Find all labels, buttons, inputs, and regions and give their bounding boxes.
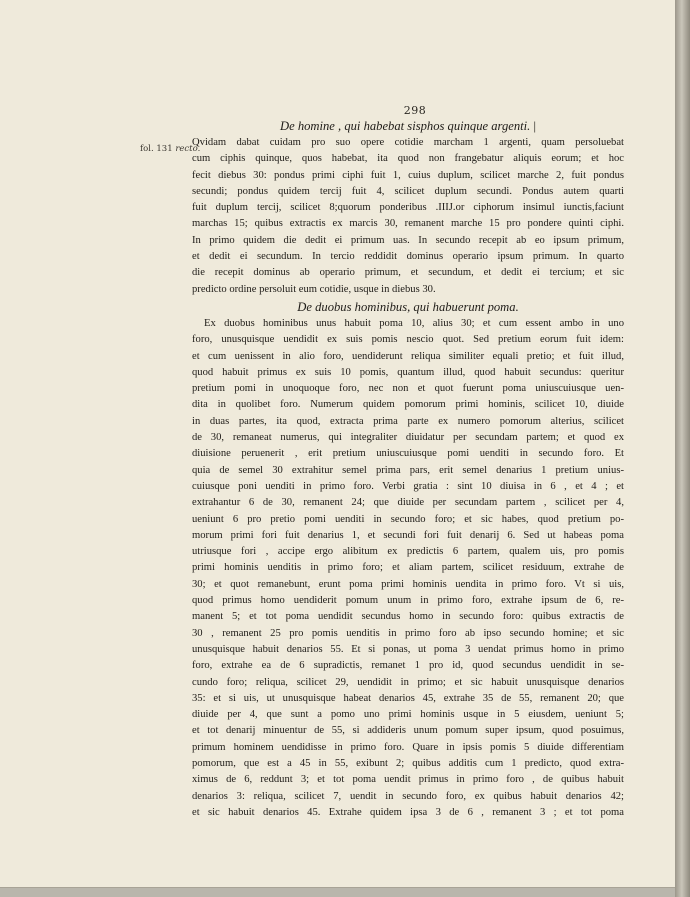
text-line: predicto ordine persoluit eum cotidie, usque in diebus 30. — [192, 283, 436, 295]
text-line: foro, unusquisque uendidit ex suis pomis nescio quot. Sed pretium eorum fuit idem: — [192, 334, 624, 346]
text-line: In primo quidem die dedit ei primum uas. In secundo recepit ab eo ipsum primum, — [192, 234, 624, 246]
text-line: 30; et quot remanebunt, erunt poma primi hominis uendita in primo foro. Vt si uis, — [192, 578, 624, 590]
main-text — [192, 117, 624, 821]
text-line: pretium pomi in unoquoque foro, nec non et quot fuerunt poma uniuscuiusque uen- — [192, 383, 624, 395]
folio-side: recto. — [175, 144, 201, 154]
text-line: secundi; pondus quidem tercij fuit 4, scilicet duplum secundi. Pondus autem quarti — [192, 185, 624, 197]
text-line: et dedit ei secundum. In tercio reddidit dominus operario ipsum primum. In quarto — [192, 251, 624, 263]
text-line: fuit duplum tercij, scilicet 8;quorum ponderibus .IIIJ.or ciphorum insimul iunctis,faciunt — [192, 202, 624, 214]
text-line: cundo foro; reliqua, scilicet 29, uendidit in primo; et sic habuit unusquisque denarios — [192, 676, 624, 688]
text-line: cuiusque poni uenditi in primo foro. Verbi gratia : sint 10 diuisa in 6 , et 4 ; et — [192, 480, 624, 492]
text-line: morum primi fori fuit denarius 1, et secundi fori fuit denarij 6. Sed ut habeas poma — [192, 529, 624, 541]
text-line: et sic habuit denarios 45. Extrahe quidem ipsa 3 de 6 , remanent 3 ; et tot poma — [192, 806, 624, 818]
text-line: die recepit dominus ab operario primum, et secundum, et dedit ei tercium; et sic — [192, 267, 624, 279]
section-heading — [192, 298, 624, 316]
text-line: 30 , remanent 25 pro pomis uenditis in primo foro ab ipso secundo homine; et sic — [192, 627, 624, 639]
text-line: et tot denarij minuentur de 55, si addideris unum pomum super ipsum, quod posuimus, — [192, 725, 624, 737]
section-body — [192, 135, 624, 298]
text-line: dita in quolibet foro. Numerum quidem pomorum primi hominis, scilicet 10, diuide — [192, 399, 624, 411]
text-line: de 30, remaneat numerus, qui integraliter diuidatur per secundam partem; et quod ex — [192, 432, 624, 444]
folio-break-mark: | — [533, 119, 537, 133]
page-number: 298 — [403, 104, 427, 117]
text-line: primum hominem uendidisse in primo foro. Quare in ipsis pomis 5 diuide differentiam — [192, 741, 624, 753]
text-line: cum ciphis quinque, quos habebat, ita quod non frangebatur aliquis eorum; et hoc — [192, 153, 624, 165]
text-line: manent 5; et tot poma uendidit secundus homo in secundo foro: quibus extractis de — [192, 611, 624, 623]
text-line: Ex duobus hominibus unus habuit poma 10, alius 30; et cum essent ambo in uno — [204, 317, 624, 329]
book-binding-edge — [675, 0, 690, 897]
text-line: fecit diebus 30: pondus primi ciphi fuit 1, cuius duplum, scilicet marche 2, fuit pondus — [192, 169, 624, 181]
text-line: denarios 3: reliqua, scilicet 7, uendit in secundo foro, ex quibus habuit denarios 42; — [192, 790, 624, 802]
text-line: et cum uenissent in alio foro, uendiderunt reliqua similiter equali pretio; et fuit illud, — [192, 350, 624, 362]
text-line: utriusque fori , accipe ergo alibitum ex predictis 6 partem, qualem uis, pro pomis — [192, 546, 624, 558]
text-line: diuisione peruenerit , erit pretium uniuscuiusque pomi uenditi in secundo foro. Et — [192, 448, 624, 460]
text-line: primi hominis uenditis in primo foro; et aliam partem, scilicet residuum, extrahe de — [192, 562, 624, 574]
section-heading-text: De duobus hominibus, qui habuerunt poma. — [297, 299, 519, 314]
text-line: foro, extrahe ea de 6 supradictis, remanet 1 pro id, quod secundus uendidit in se- — [192, 660, 624, 672]
text-line: extrahantur 6 de 30, remanent 24; que diuide per secundam partem , scilicet per 4, — [192, 497, 624, 509]
text-line: diuide per 4, que sunt a pomo uno primi hominis usque in 5 eiusdem, ueniunt 5; — [192, 709, 624, 721]
section-heading-text: De homine , qui habebat sisphos quinque argenti. — [279, 119, 531, 133]
text-line: quod primus homo uendiderit pomum unum in primo foro, extrahe ipsum de 6, re- — [192, 595, 624, 607]
text-line: ueniunt 6 pro pretio pomi uenditi in secundo foro; et sic habes, quod pretium po- — [192, 513, 624, 525]
text-line: 35: et si uis, ut unusquisque habeat denarios 45, extrahe 35 de 55, remanent 20; que — [192, 692, 624, 704]
section-heading — [192, 117, 624, 135]
text-line: Qvidam dabat cuidam pro suo opere cotidie marcham 1 argenti, quam persoluebat — [192, 137, 624, 148]
text-line: unusquisque habuit denarios 55. Et si ponas, ut poma 3 uendat primus homo in primo — [192, 643, 624, 655]
text-line: marchas 15; quibus extractis ex marcis 30, remanent marche 15 pro pondere quinti ciphi. — [192, 218, 624, 230]
text-line: in duas partes, ita quod, extracta prima parte ex numero pomorum alterius, scilicet — [192, 415, 624, 427]
folio-reference: fol. 131 — [140, 144, 173, 154]
text-line: ximus de 6, reddunt 3; et tot poma uendit primus in primo foro , de quibus habuit — [192, 774, 624, 786]
text-line: pomorum, que est a 45 in 55, exibunt 2; quibus additis cum 1 predicto, quod extra- — [192, 757, 624, 769]
text-line: quia de semel 30 extrahitur semel prima pars, erit semel denarius 1 pretium unius- — [192, 464, 624, 476]
section-body — [192, 316, 624, 821]
text-line: quod habuit primus ex suis 10 pomis, quantum illud, quod habuit secundus: queritur — [192, 366, 624, 378]
